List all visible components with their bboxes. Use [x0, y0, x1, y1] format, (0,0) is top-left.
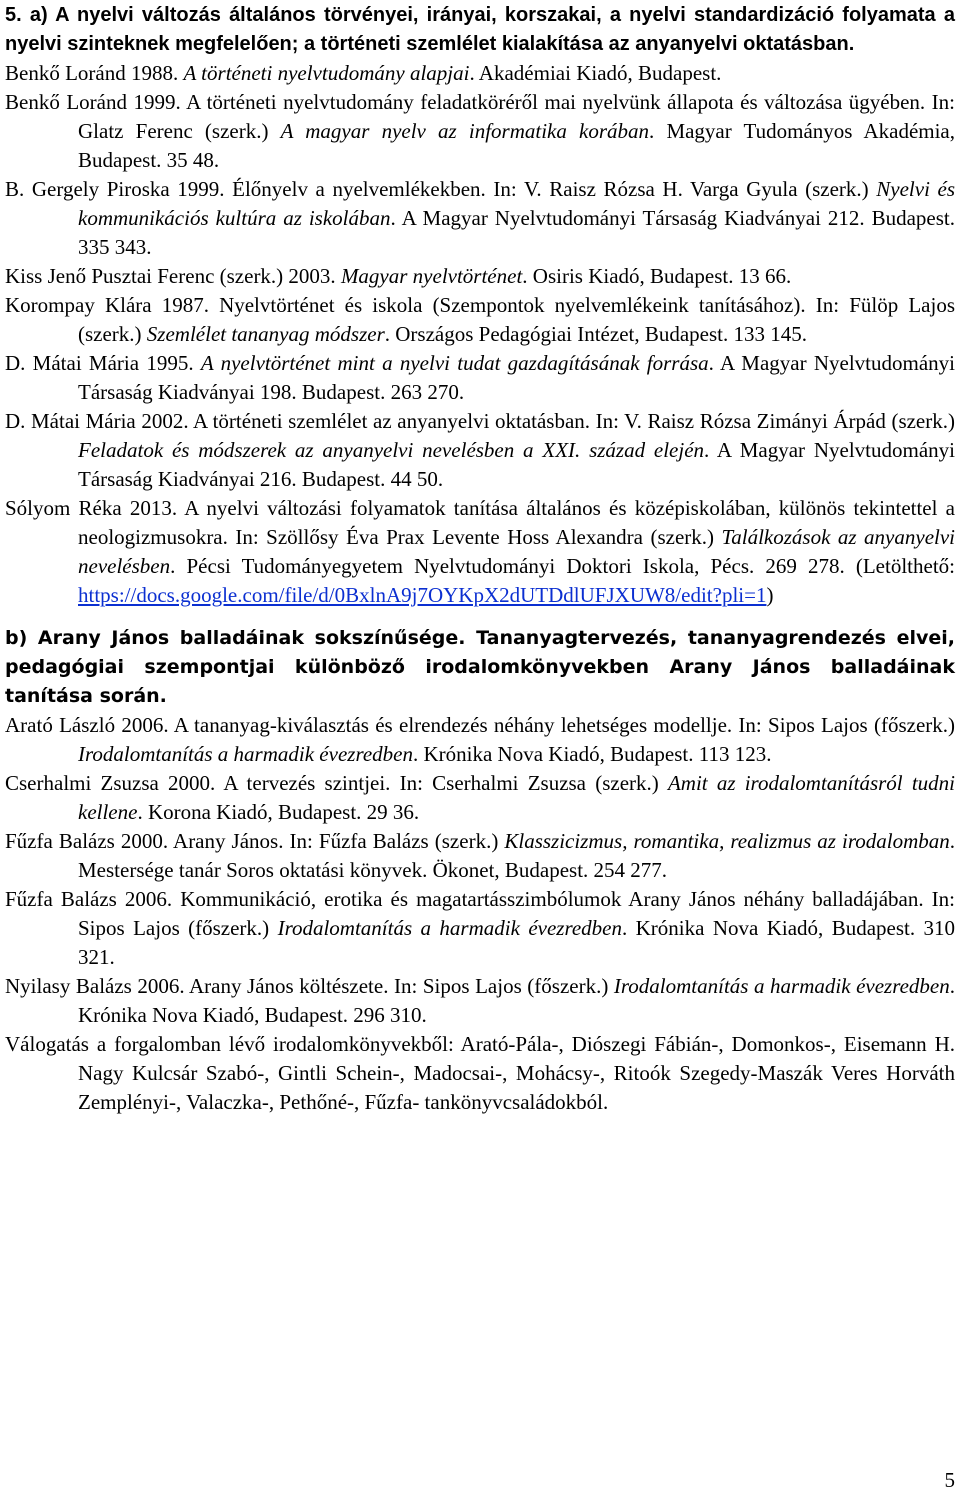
reference-title: Szemlélet tananyag módszer	[146, 322, 385, 346]
reference-title: A magyar nyelv az informatika korában	[280, 119, 650, 143]
reference-text: Nyilasy Balázs 2006. Arany János költészete. In: Sipos Lajos (főszerk.)	[5, 974, 614, 998]
reference-text: Válogatás a forgalomban lévő irodalomkönyvekből: Arató-Pála-, Diószegi Fábián-, Domonkos-, Eisemann H. Nagy Kulcsár Szabó-, Gintli Schein-, Madocsai-, Mohácsy-, Ritoók Szegedy-Maszák Veres Horváth Zemplényi-, Valaczka-, Pethőné-, Fűzfa- tankönyvcsaládokból.	[5, 1032, 955, 1114]
reference-title: Nyelvi és kommunikációs kultúra az iskolában	[78, 177, 955, 230]
section-a-heading: 5. a) A nyelvi változás általános törvényei, irányai, korszakai, a nyelvi standardizáció folyamata a nyelvi szinteknek megfelelően; a történeti szemlélet kialakítása az anyanyelvi oktatásban.	[5, 4, 955, 55]
reference-entry	[5, 711, 955, 769]
reference-text: Fűzfa Balázs 2006. Kommunikáció, erotika és magatartásszimbólumok Arany János néhány balladájában. In: Sipos Lajos (főszerk.)	[5, 887, 955, 940]
reference-text: )	[766, 583, 774, 607]
reference-text: . Országos Pedagógiai Intézet, Budapest. 133 145.	[384, 322, 808, 346]
reference-entry	[5, 59, 955, 88]
reference-text: . A Magyar Nyelvtudományi Társaság Kiadványai 212. Budapest. 335 343.	[78, 206, 955, 259]
reference-text: . A Magyar Nyelvtudományi Társaság Kiadványai 216. Budapest. 44 50.	[78, 438, 955, 491]
reference-title: Magyar nyelvtörténet	[340, 264, 523, 288]
reference-text: D. Mátai Mária 1995.	[5, 351, 201, 375]
reference-title: A nyelvtörténet mint a nyelvi tudat gazdagításának forrása	[200, 351, 709, 375]
reference-title: Amit az irodalomtanításról tudni kellene	[78, 771, 955, 824]
reference-text: . Mestersége tanár Soros oktatási könyvek. Ökonet, Budapest. 254 277.	[78, 829, 955, 882]
reference-text: Benkő Loránd 1988.	[5, 61, 184, 85]
reference-entry	[5, 291, 955, 349]
download-link[interactable]: https://docs.google.com/file/d/0BxlnA9j7OYKpX2dUTDdlUFJXUW8/edit?pli=1	[78, 583, 767, 607]
section-b-heading: b) Arany János balladáinak sokszínűsége. Tananyagtervezés, tananyagrendezés elvei, pedagógiai szempontjai különböző irodalomkönyvekben Arany János balladáinak tanítása során.	[5, 627, 955, 707]
reference-text: . A Magyar Nyelvtudományi Társaság Kiadványai 198. Budapest. 263 270.	[78, 351, 955, 404]
reference-entry	[5, 769, 955, 827]
reference-entry	[5, 175, 955, 262]
reference-text: . Osiris Kiadó, Budapest. 13 66.	[522, 264, 792, 288]
reference-entry	[5, 88, 955, 175]
reference-title: Irodalomtanítás a harmadik évezredben	[613, 974, 950, 998]
reference-entry	[5, 494, 955, 610]
reference-text: Arató László 2006. A tananyag-kiválasztás és elrendezés néhány lehetséges modellje. In: Sipos Lajos (főszerk.)	[5, 713, 955, 737]
reference-text: . Krónika Nova Kiadó, Budapest. 296 310.	[78, 974, 955, 1027]
reference-title: Találkozások az anyanyelvi nevelésben	[78, 525, 956, 578]
reference-text: . Korona Kiadó, Budapest. 29 36.	[137, 800, 420, 824]
reference-text: . Magyar Tudományos Akadémia, Budapest. 35 48.	[78, 119, 955, 172]
reference-text: Fűzfa Balázs 2000. Arany János. In: Fűzfa Balázs (szerk.)	[5, 829, 505, 853]
reference-entry	[5, 262, 955, 291]
reference-entry	[5, 349, 955, 407]
reference-text: Kiss Jenő Pusztai Ferenc (szerk.) 2003.	[5, 264, 341, 288]
reference-entry	[5, 407, 955, 494]
reference-entry	[5, 1030, 955, 1117]
reference-text: . Pécsi Tudományegyetem Nyelvtudományi Doktori Iskola, Pécs. 269 278. (Letölthető:	[170, 554, 955, 578]
reference-text: . Akadémiai Kiadó, Budapest.	[469, 61, 722, 85]
reference-title: Irodalomtanítás a harmadik évezredben	[78, 742, 413, 766]
reference-entry	[5, 972, 955, 1030]
reference-text: Sólyom Réka 2013. A nyelvi változási folyamatok tanítása általános és középiskolában, különös tekintettel a neologizmusokra. In: Szöllősy Éva Prax Levente Hoss Alexandra (szerk.)	[5, 496, 955, 549]
reference-text: Cserhalmi Zsuzsa 2000. A tervezés szintjei. In: Cserhalmi Zsuzsa (szerk.)	[5, 771, 668, 795]
reference-text: . Krónika Nova Kiadó, Budapest. 310 321.	[78, 916, 956, 969]
reference-text: Korompay Klára 1987. Nyelvtörténet és iskola (Szempontok nyelvemlékeink tanításához). In: Fülöp Lajos (szerk.)	[5, 293, 955, 346]
reference-title: A történeti nyelvtudomány alapjai	[183, 61, 470, 85]
reference-entry	[5, 827, 955, 885]
reference-list-a	[5, 59, 955, 610]
reference-text: D. Mátai Mária 2002. A történeti szemlélet az anyanyelvi oktatásban. In: V. Raisz Rózsa Zimányi Árpád (szerk.)	[5, 409, 955, 433]
reference-entry	[5, 885, 955, 972]
reference-text: . Krónika Nova Kiadó, Budapest. 113 123.	[412, 742, 772, 766]
reference-title: Klasszicizmus, romantika, realizmus az irodalomban	[504, 829, 950, 853]
document-page	[5, 0, 955, 1117]
page-number: 5	[944, 1468, 955, 1492]
reference-list-b	[5, 711, 955, 1117]
reference-title: Feladatok és módszerek az anyanyelvi nevelésben a XXI. század elején	[78, 438, 705, 462]
reference-title: Irodalomtanítás a harmadik évezredben	[277, 916, 622, 940]
reference-text: B. Gergely Piroska 1999. Élőnyelv a nyelvemlékekben. In: V. Raisz Rózsa H. Varga Gyula (szerk.)	[5, 177, 877, 201]
reference-text: Benkő Loránd 1999. A történeti nyelvtudomány feladatköréről mai nyelvünk állapota és változása ügyében. In: Glatz Ferenc (szerk.)	[5, 90, 955, 143]
